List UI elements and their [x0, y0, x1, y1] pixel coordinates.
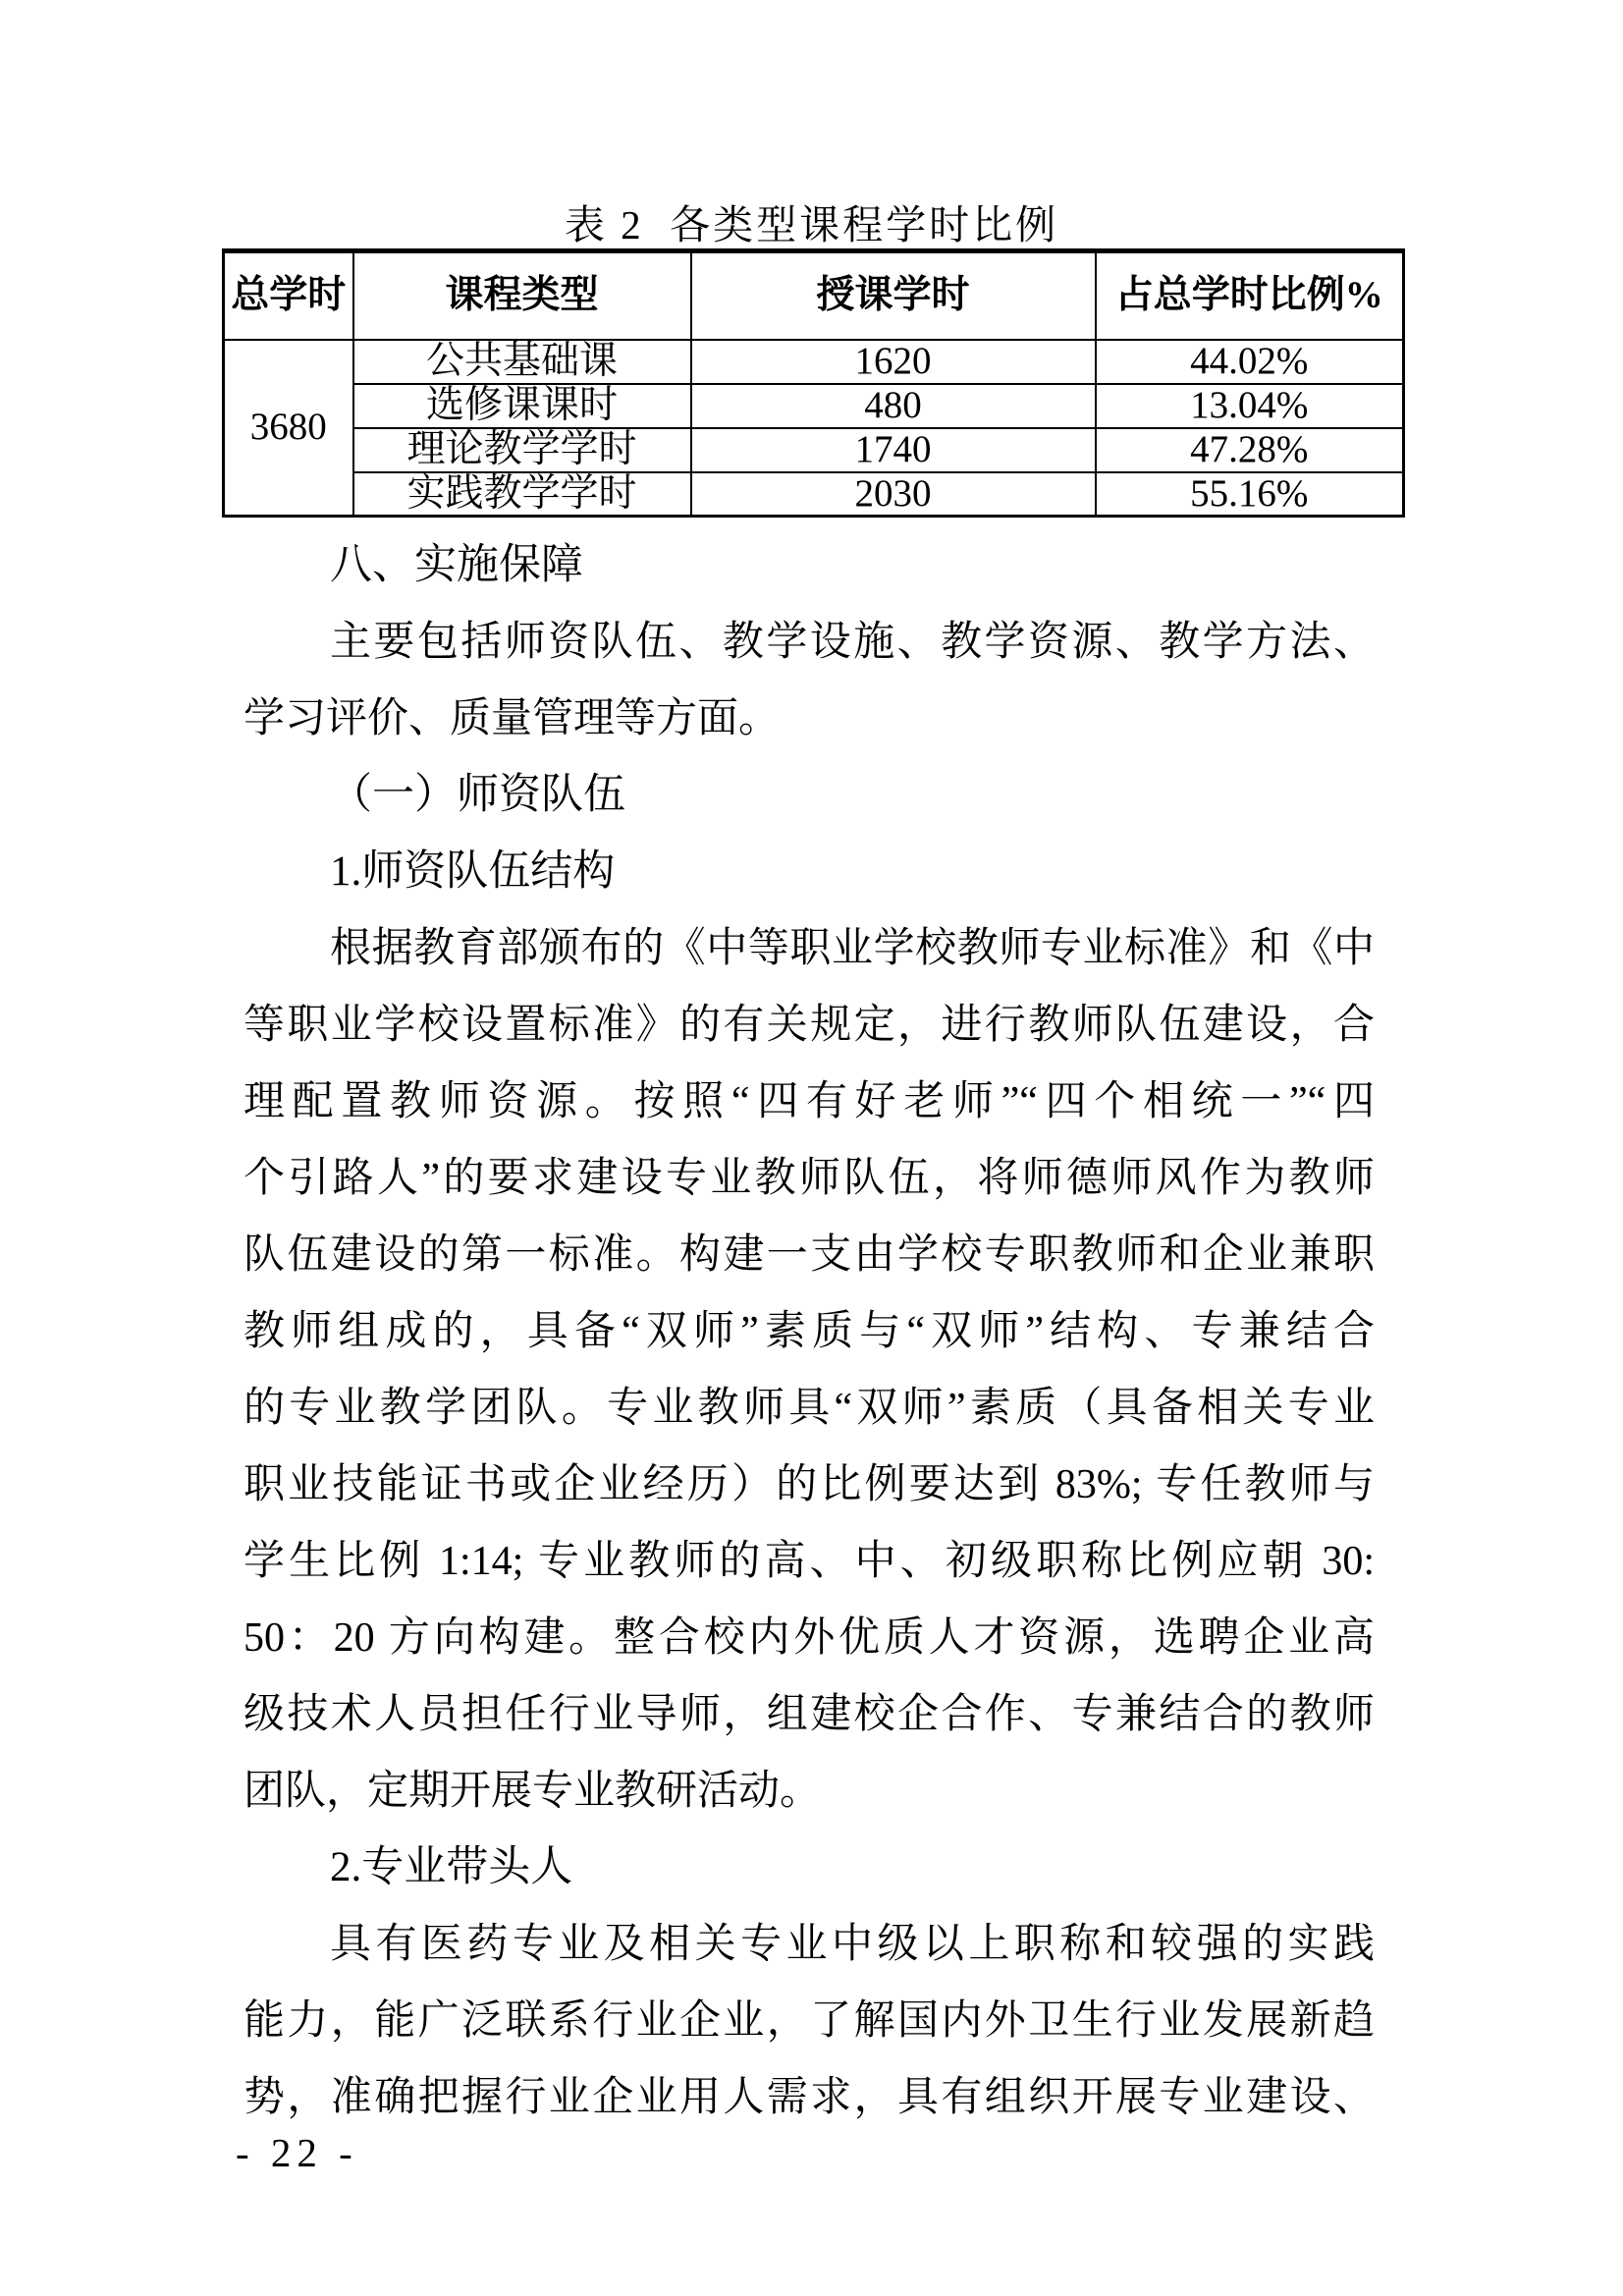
body-line: 能力，能广泛联系行业企业，了解国内外卫生行业发展新趋 [243, 1998, 1375, 2044]
percent-cell: 13.04% [1096, 384, 1404, 428]
hours-cell: 1740 [691, 428, 1096, 472]
table-row [224, 384, 1404, 428]
course-type-cell: 实践教学学时 [353, 472, 691, 517]
table-caption: 表 2 各类型课程学时比例 [564, 202, 1059, 247]
percent-cell: 44.02% [1096, 340, 1404, 384]
numbered-heading: 2.专业带头人 [330, 1844, 573, 1890]
header-percent: 占总学时比例% [1096, 251, 1404, 340]
page-number: - 22 - [236, 2130, 358, 2175]
hours-cell: 480 [691, 384, 1096, 428]
body-line: 职业技能证书或企业经历）的比例要达到 83%; 专任教师与 [243, 1462, 1375, 1507]
body-line: 根据教育部颁布的《中等职业学校教师专业标准》和《中 [330, 926, 1375, 971]
percent-cell: 47.28% [1096, 428, 1404, 472]
table-row [224, 340, 1404, 384]
course-type-cell: 选修课课时 [353, 384, 691, 428]
course-type-cell: 理论教学学时 [353, 428, 691, 472]
body-line: 理配置教师资源。按照“四有好老师”“四个相统一”“四 [243, 1079, 1375, 1124]
header-course-type: 课程类型 [353, 251, 691, 340]
body-line: 主要包括师资队伍、教学设施、教学资源、教学方法、 [330, 620, 1375, 665]
body-line: 的专业教学团队。专业教师具“双师”素质（具备相关专业 [243, 1386, 1375, 1431]
document-body [243, 527, 1375, 2136]
body-line: 势，准确把握行业企业用人需求，具有组织开展专业建设、 [243, 2075, 1375, 2120]
body-line: 个引路人”的要求建设专业教师队伍，将师德师风作为教师 [243, 1156, 1375, 1201]
body-line: 级技术人员担任行业导师，组建校企合作、专兼结合的教师 [243, 1692, 1375, 1737]
body-line: 团队，定期开展专业教研活动。 [243, 1769, 822, 1814]
body-line: 等职业学校设置标准》的有关规定，进行教师队伍建设，合 [243, 1003, 1375, 1048]
hours-cell: 1620 [691, 340, 1096, 384]
subsection-heading: （一）师资队伍 [330, 772, 625, 818]
numbered-heading: 1.师资队伍结构 [330, 848, 616, 895]
hours-cell: 2030 [691, 472, 1096, 517]
total-hours-cell: 3680 [224, 340, 353, 517]
course-type-cell: 公共基础课 [353, 340, 691, 384]
percent-cell: 55.16% [1096, 472, 1404, 517]
table-row [224, 428, 1404, 472]
table-header-row [224, 251, 1404, 340]
body-line: 学习评价、质量管理等方面。 [243, 696, 781, 741]
section-heading: 八、实施保障 [330, 542, 583, 588]
course-hours-table [222, 248, 1405, 518]
header-total-hours: 总学时 [224, 251, 353, 340]
table-row [224, 472, 1404, 517]
body-line: 具有医药专业及相关专业中级以上职称和较强的实践 [330, 1922, 1375, 1967]
body-line: 教师组成的，具备“双师”素质与“双师”结构、专兼结合 [243, 1309, 1375, 1354]
header-teaching-hours: 授课学时 [691, 251, 1096, 340]
body-line: 队伍建设的第一标准。构建一支由学校专职教师和企业兼职 [243, 1232, 1375, 1278]
body-line: 学生比例 1:14; 专业教师的高、中、初级职称比例应朝 30: [243, 1539, 1375, 1584]
body-line: 50：20 方向构建。整合校内外优质人才资源，选聘企业高 [243, 1615, 1375, 1661]
